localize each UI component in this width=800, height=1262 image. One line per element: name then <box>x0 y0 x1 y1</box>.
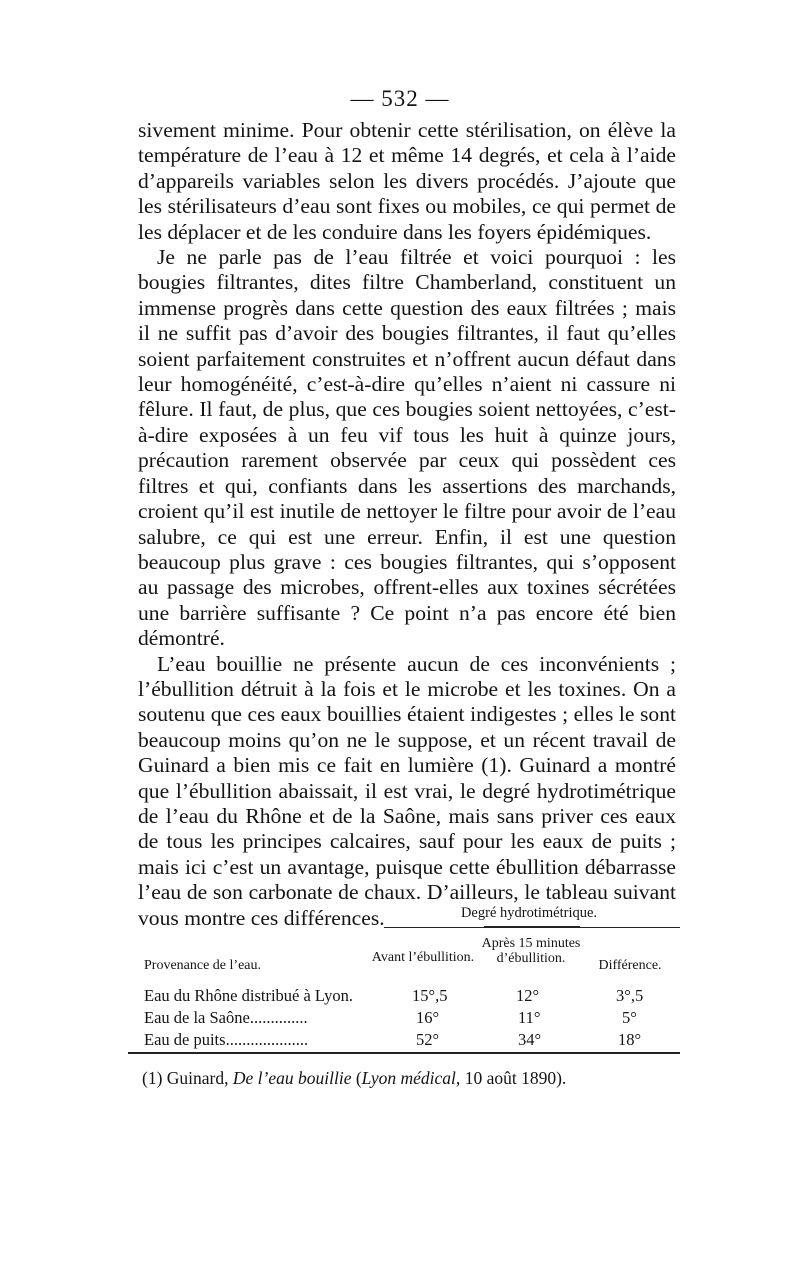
cell-source: Eau de la Saône.............. <box>144 1008 308 1027</box>
cell-after: 34° <box>518 1030 542 1049</box>
paragraph-2: Je ne parle pas de l’eau filtrée et voici pourquoi : les bougies filtrantes, dites filtre Chamberland, constituent un immense progrès dans cette question des eaux filtrées ; mais il ne suffit pas d’avoir des bougies filtrantes, il faut qu’elles soient parfaitement construites et n’offrent aucun défaut dans leur homogénéité, c’est-à-dire qu’elles n’aient ni cassure ni fêlure. Il faut, de plus, que ces bougies soient nettoyées, c’est-à-dire exposées à un feu vif tous les huit à quinze jours, précaution rarement observée par ceux qui possèdent ces filtres et qui, confiants dans les assertions des marchands, croient qu’il est inutile de nettoyer le filtre pour avoir de l’eau salubre, ce qui est une erreur. Enfin, il est une question beaucoup plus grave : ces bougies filtrantes, qui s’opposent au passage des microbes, offrent-elles aux toxines sécrétées une barrière suffisante ? Ce point n’a pas encore été bien démontré. <box>138 245 676 651</box>
cell-before: 16° <box>416 1008 440 1027</box>
cell-after: 11° <box>518 1008 541 1027</box>
col-header-difference: Différence. <box>598 958 662 973</box>
cell-difference: 18° <box>618 1030 642 1049</box>
cell-source: Eau de puits.................... <box>144 1030 309 1049</box>
table-group-rule <box>384 927 680 928</box>
cell-source: Eau du Rhône distribué à Lyon. <box>144 986 353 1005</box>
footnote-title: De l’eau bouillie <box>232 1068 352 1088</box>
col-header-source: Provenance de l’eau. <box>144 958 261 973</box>
footnote-author: Guinard, <box>166 1068 229 1088</box>
footnote-source: Lyon médical, <box>361 1068 461 1088</box>
paragraph-1: sivement minime. Pour obtenir cette stérilisation, on élève la température de l’eau à 12 et même 14 degrés, et cela à l’aide d’appareils variables selon les divers procédés. J’ajoute que les stérilisateurs d’eau sont fixes ou mobiles, ce qui permet de les déplacer et de les conduire dans les foyers épidémiques. <box>138 118 676 244</box>
table-row <box>128 1030 680 1052</box>
cell-before: 15°,5 <box>412 986 448 1005</box>
footnote-marker: (1) <box>142 1068 163 1088</box>
body-text <box>138 118 676 931</box>
page-number: — 532 — <box>350 86 450 111</box>
table-row <box>128 1008 680 1030</box>
table-bottom-rule <box>128 1052 680 1054</box>
cell-after: 12° <box>516 986 540 1005</box>
footnote-date: 10 août 1890). <box>464 1068 567 1088</box>
cell-difference: 3°,5 <box>616 986 644 1005</box>
cell-before: 52° <box>416 1030 440 1049</box>
col-header-before: Avant l’ébullition. <box>371 950 475 965</box>
table-row <box>128 986 680 1008</box>
col-header-after: Après 15 minutes d’ébullition. <box>481 936 581 966</box>
cell-difference: 5° <box>622 1008 637 1027</box>
footnote: (1) Guinard, De l’eau bouillie (Lyon médical, 10 août 1890). <box>142 1068 567 1088</box>
paragraph-3: L’eau bouillie ne présente aucun de ces inconvénients ; l’ébullition détruit à la fois et le microbe et les toxines. On a soutenu que ces eaux bouillies étaient indigestes ; elles le sont beaucoup moins qu’on ne le suppose, et un récent travail de Guinard a bien mis ce fait en lumière (1). Guinard a montré que l’ébullition abaissait, il est vrai, le degré hydrotimétrique de l’eau du Rhône et de la Saône, mais sans priver ces eaux de tous les principes calcaires, sauf pour les eaux de puits ; mais ici c’est un avantage, puisque cette ébullition débarrasse l’eau de son carbonate de chaux. D’ailleurs, le tableau suivant vous montre ces différences. <box>138 651 676 930</box>
table-group-header: Degré hydrotimétrique. <box>460 905 598 921</box>
